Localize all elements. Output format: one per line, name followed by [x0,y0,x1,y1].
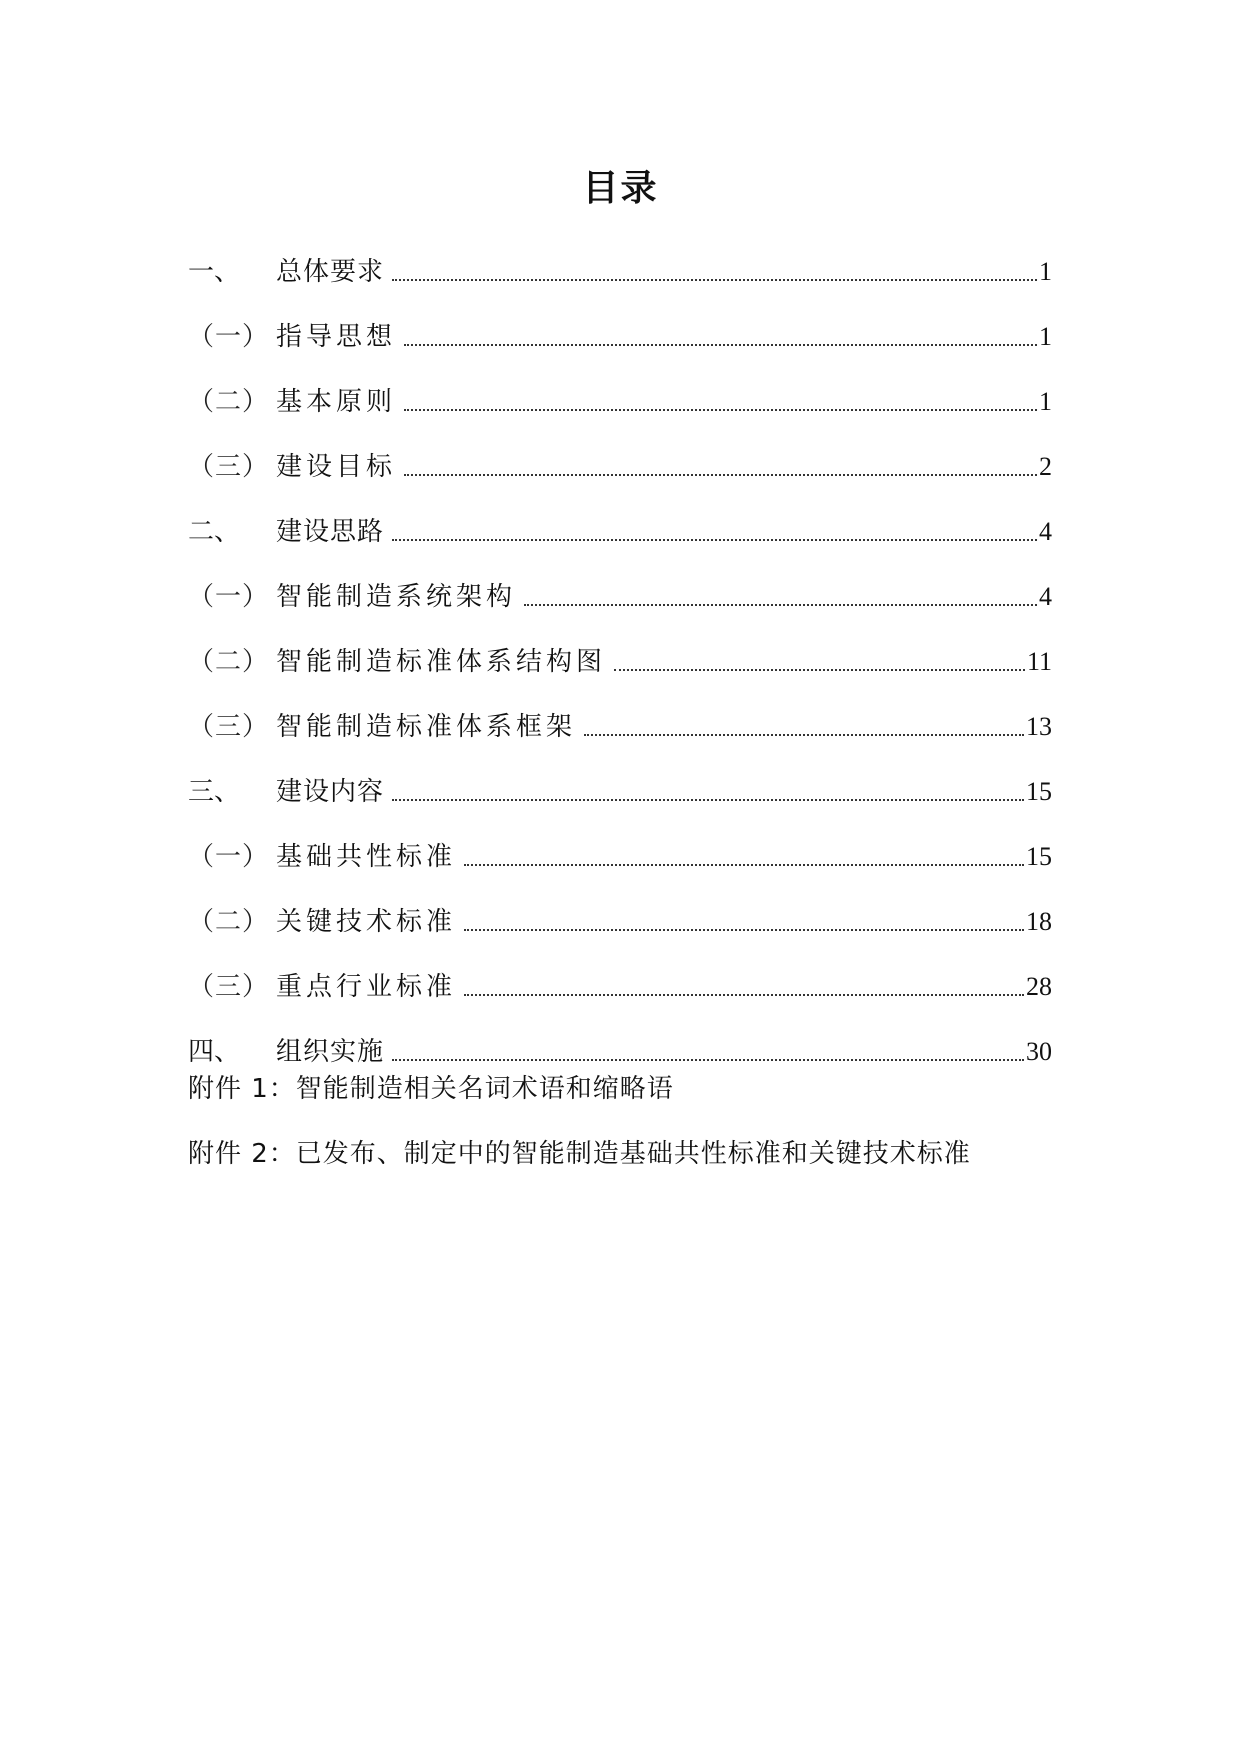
toc-dot-leader [464,993,1024,996]
toc-entry-3[interactable] [188,744,1052,809]
toc-entry-number: （二） [188,387,270,417]
toc-dot-leader [404,473,1037,476]
toc-dot-leader [464,928,1024,931]
toc-entry-2-2[interactable] [188,614,1052,679]
toc-entry-page: 4 [1039,517,1052,546]
toc-entry-page: 2 [1039,452,1052,481]
toc-entry-title: 基础共性标准 [276,842,457,872]
toc-entry-page: 30 [1026,1037,1052,1066]
toc-entry-number: 三、 [188,777,241,807]
toc-entry-number: （二） [188,647,270,677]
toc-entry-page: 1 [1039,257,1052,286]
toc-entry-title: 智能制造标准体系结构图 [276,647,607,677]
toc-entry-number: （二） [188,907,270,937]
toc-entry-page: 15 [1026,842,1052,871]
toc-entry-title: 重点行业标准 [276,972,457,1002]
toc-entry-number: 二、 [188,517,241,547]
page-title: 目录 [582,168,659,209]
toc-entry-page: 15 [1026,777,1052,806]
toc-entry-4[interactable] [188,1004,1052,1069]
toc-dot-leader [404,408,1037,411]
toc-entry-2-3[interactable] [188,679,1052,744]
toc-entry-page: 18 [1026,907,1052,936]
toc-entry-page: 1 [1039,322,1052,351]
table-of-contents [188,224,1052,1069]
toc-entry-number: 一、 [188,257,241,287]
toc-dot-leader [404,343,1037,346]
toc-entry-1-1[interactable] [188,289,1052,354]
toc-entry-page: 28 [1026,972,1052,1001]
toc-dot-leader [392,278,1037,281]
toc-entry-number: 四、 [188,1037,241,1067]
toc-entry-title: 建设思路 [276,517,385,547]
toc-entry-title: 智能制造标准体系框架 [276,712,577,742]
toc-dot-leader [464,863,1024,866]
toc-entry-number: （一） [188,842,270,872]
toc-dot-leader [392,1058,1024,1061]
toc-dot-leader [584,733,1024,736]
toc-entry-3-1[interactable] [188,809,1052,874]
toc-entry-2[interactable] [188,484,1052,549]
toc-entry-1-2[interactable] [188,354,1052,419]
toc-entry-title: 建设内容 [276,777,385,807]
toc-entry-number: （三） [188,452,270,482]
toc-entry-title: 指导思想 [276,322,397,352]
toc-entry-title: 组织实施 [276,1037,385,1067]
toc-entry-title: 总体要求 [276,257,385,287]
appendix-2-entry[interactable]: 附件 2：已发布、制定中的智能制造基础共性标准和关键技术标准 [188,1139,971,1169]
toc-entry-page: 13 [1026,712,1052,741]
toc-entry-1-3[interactable] [188,419,1052,484]
toc-entry-1[interactable] [188,224,1052,289]
toc-entry-title: 关键技术标准 [276,907,457,937]
toc-entry-2-1[interactable] [188,549,1052,614]
toc-dot-leader [392,538,1037,541]
toc-dot-leader [614,668,1025,671]
toc-entry-3-3[interactable] [188,939,1052,1004]
toc-entry-title: 智能制造系统架构 [276,582,517,612]
toc-entry-title: 建设目标 [276,452,397,482]
toc-entry-number: （一） [188,322,270,352]
appendix-1-entry[interactable]: 附件 1：智能制造相关名词术语和缩略语 [188,1074,674,1104]
toc-entry-number: （三） [188,712,270,742]
toc-entry-page: 11 [1026,647,1052,676]
toc-entry-number: （三） [188,972,270,1002]
toc-dot-leader [524,603,1037,606]
toc-entry-page: 4 [1039,582,1052,611]
toc-entry-3-2[interactable] [188,874,1052,939]
toc-entry-page: 1 [1039,387,1052,416]
toc-entry-number: （一） [188,582,270,612]
toc-dot-leader [392,798,1024,801]
toc-entry-title: 基本原则 [276,387,397,417]
